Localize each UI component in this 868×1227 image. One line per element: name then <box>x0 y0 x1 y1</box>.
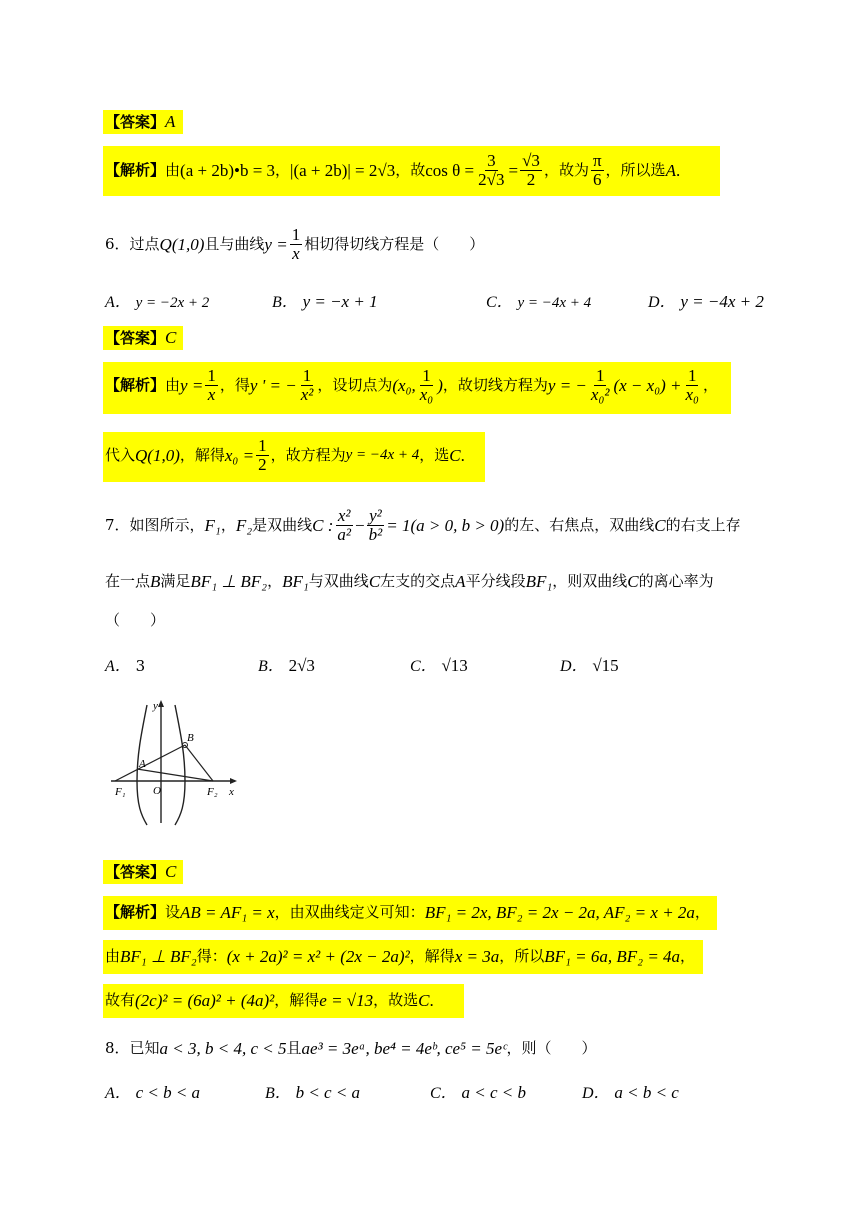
text: ，则（ ） <box>506 1039 597 1057</box>
q6-option-c[interactable] <box>486 289 591 312</box>
text: ， <box>702 376 718 395</box>
text: ， <box>694 903 710 921</box>
denominator: x₀² <box>590 384 610 404</box>
math-expr: (x₀, <box>392 376 416 396</box>
math-expr: = 1(a > 0, b > 0) <box>386 516 505 536</box>
q7-option-d[interactable] <box>560 653 619 676</box>
option-letter: C． <box>410 658 437 675</box>
text: ，故为 <box>543 161 589 180</box>
q6-option-d[interactable] <box>648 289 764 312</box>
fraction <box>367 507 385 545</box>
answer-label: 【答案】 <box>105 863 166 881</box>
math-expr: x = 3a <box>454 947 500 966</box>
hyperbola-figure <box>103 695 243 830</box>
math-expr: y = <box>180 376 204 396</box>
denominator: 6 <box>593 169 602 189</box>
text: 7．如图所示， <box>105 516 205 535</box>
numerator: 3 <box>487 151 496 170</box>
q6-option-a[interactable] <box>105 289 209 312</box>
math-expr: C <box>627 572 639 591</box>
answer-label: 【答案】 <box>105 329 166 347</box>
denominator: x <box>207 384 216 404</box>
fraction <box>335 507 353 545</box>
numerator: 1 <box>291 225 301 244</box>
math-expr: e = √13 <box>319 991 374 1010</box>
option-letter: A． <box>105 1085 131 1102</box>
math-expr: BF₁ ⊥ BF₂ <box>190 572 268 591</box>
numerator: 1 <box>302 366 312 385</box>
text: ， <box>267 572 283 590</box>
text: 与双曲线 <box>308 572 369 590</box>
q8-stem <box>105 1040 597 1057</box>
q7-option-a[interactable] <box>105 653 145 676</box>
option-text: √13 <box>441 656 468 675</box>
numerator: 1 <box>258 436 267 455</box>
math-expr: = <box>508 161 519 181</box>
numerator: y² <box>369 506 382 525</box>
numerator: x² <box>337 506 351 525</box>
q6-analysis-line-1 <box>105 367 718 405</box>
analysis-label: 【解析】 <box>105 903 166 921</box>
option-text: a < c < b <box>461 1083 526 1102</box>
math-expr: − <box>355 516 365 536</box>
option-text: b < c < a <box>295 1083 361 1102</box>
numerator: √3 <box>522 151 540 170</box>
text: . <box>675 161 681 181</box>
y-axis-arrow-icon <box>158 700 164 707</box>
text: 的右支上存 <box>665 516 741 535</box>
text: ，所以选 <box>605 161 666 180</box>
text: ， <box>275 161 291 180</box>
math-expr: B <box>150 572 161 591</box>
choice-letter: A <box>665 161 676 181</box>
text: 相切得切线方程是（ ） <box>304 235 485 254</box>
answer-label: 【答案】 <box>105 113 166 131</box>
math-expr: F₁ <box>204 516 221 536</box>
math-expr: BF₁ <box>525 572 553 591</box>
option-letter: D． <box>582 1085 610 1102</box>
fraction <box>476 152 506 190</box>
origin-label: O <box>153 785 161 797</box>
math-expr: (x + 2a)² = x² + (2x − 2a)² <box>226 947 410 966</box>
text: （ ） <box>105 611 166 629</box>
text: ，故 <box>395 161 426 180</box>
q5-analysis-line <box>105 152 680 190</box>
math-expr: y = − <box>547 376 587 396</box>
math-expr: BF₁ = 2x, BF₂ = 2x − 2a, AF₂ = x + 2a <box>424 903 695 922</box>
q5-answer-line <box>105 113 175 130</box>
denominator: 2 <box>526 169 536 189</box>
denominator: 2 <box>258 454 267 474</box>
numerator: 1 <box>422 366 431 385</box>
fraction <box>591 152 604 190</box>
text: ，故方程为 <box>270 446 346 465</box>
math-expr: x₀ = <box>224 446 255 466</box>
math-expr: a < 3, b < 4, c < 5 <box>159 1039 287 1058</box>
text: ， <box>680 947 696 965</box>
q7-analysis-line-1 <box>105 904 710 921</box>
option-text: y = −4x + 2 <box>680 292 764 311</box>
analysis-label: 【解析】 <box>105 376 166 395</box>
text: 故有 <box>105 991 136 1009</box>
option-letter: B． <box>265 1085 291 1102</box>
numerator: 1 <box>687 366 697 385</box>
math-expr: cos θ = <box>425 161 475 181</box>
option-letter: A． <box>105 658 131 675</box>
text: 8．已知 <box>105 1039 160 1057</box>
text: ，解得 <box>409 947 455 965</box>
q7-option-c[interactable] <box>410 653 468 676</box>
text: 设 <box>165 903 181 921</box>
math-expr: C <box>368 572 381 591</box>
option-letter: A． <box>105 294 131 311</box>
fraction <box>299 367 316 405</box>
segment-f1-b <box>115 745 185 781</box>
option-letter: D． <box>648 294 676 311</box>
math-expr: C <box>654 516 666 536</box>
y-axis-label: y <box>153 700 158 712</box>
math-expr: F₂ <box>235 516 253 536</box>
q6-option-b[interactable] <box>272 289 378 312</box>
text: . <box>429 991 434 1010</box>
math-expr: y = <box>264 235 288 255</box>
math-expr: y ' = − <box>249 376 297 396</box>
math-expr: (x − x₀) + <box>613 376 682 396</box>
text: 由 <box>165 161 181 180</box>
text: 由 <box>105 947 121 965</box>
option-letter: D． <box>560 658 588 675</box>
text: 是双曲线 <box>252 516 313 535</box>
math-expr: |(a + 2b)| = 2√3 <box>290 161 396 181</box>
hyperbola-right-branch <box>175 705 185 825</box>
q8-option-c[interactable] <box>430 1080 526 1103</box>
option-letter: B． <box>272 294 298 311</box>
text: 由 <box>165 376 181 395</box>
choice-letter: C <box>418 991 430 1010</box>
fraction <box>256 437 269 475</box>
q7-analysis-line-2 <box>105 948 695 965</box>
fraction <box>684 367 701 405</box>
a-label: A <box>139 758 146 770</box>
option-letter: B． <box>258 658 284 675</box>
math-expr: AB = AF₁ = x <box>180 903 275 922</box>
option-text: 2√3 <box>288 656 315 675</box>
q8-option-d[interactable] <box>582 1080 679 1103</box>
q7-stem-line-3 <box>105 613 165 628</box>
text: 在一点 <box>105 572 151 590</box>
q7-option-b[interactable] <box>258 653 315 676</box>
text: ，则双曲线 <box>552 572 628 590</box>
math-expr: (2c)² = (6a)² + (4a)² <box>135 991 275 1010</box>
choice-letter: C <box>449 446 461 466</box>
text: ，故选 <box>373 991 419 1009</box>
math-expr: Q(1,0) <box>135 446 180 466</box>
q8-option-a[interactable] <box>105 1080 200 1103</box>
q6-answer-line <box>105 329 176 346</box>
math-expr: BF₁ ⊥ BF₂ <box>120 947 197 966</box>
denominator: x <box>292 243 300 263</box>
segment-a-f2 <box>137 769 213 781</box>
denominator: b² <box>368 524 383 544</box>
text: ，所以 <box>499 947 545 965</box>
fraction <box>589 367 612 405</box>
text: 得： <box>196 947 227 965</box>
option-letter: C． <box>430 1085 457 1102</box>
f1-label: F₁ <box>115 786 126 798</box>
answer-value: C <box>165 328 177 347</box>
q7-stem-line-1 <box>105 507 741 545</box>
x-axis-arrow-icon <box>230 778 237 784</box>
option-text: y = −x + 1 <box>302 292 378 311</box>
answer-value: C <box>165 862 177 881</box>
x-axis-label: x <box>229 786 234 798</box>
q7-stem-line-2 <box>105 573 714 590</box>
text: ，解得 <box>179 446 225 465</box>
math-expr: BF₁ = 6a, BF₂ = 4a <box>544 947 681 966</box>
q6-analysis-line-2 <box>105 437 465 475</box>
math-expr: y = −4x + 4 <box>345 447 420 464</box>
math-expr: C : <box>312 516 334 536</box>
text: ，选 <box>419 446 450 465</box>
math-expr: Q(1,0) <box>159 235 205 255</box>
text: 的离心率为 <box>638 572 714 590</box>
answer-value: A <box>165 112 176 131</box>
denominator: x₀ <box>685 384 699 404</box>
text: 代入 <box>105 446 136 465</box>
math-expr: BF₁ <box>282 572 309 591</box>
math-expr: ) <box>437 376 443 396</box>
q8-option-b[interactable] <box>265 1080 360 1103</box>
fraction <box>418 367 435 405</box>
numerator: π <box>592 151 602 170</box>
option-text: √15 <box>592 656 619 675</box>
denominator: 2√3 <box>478 169 505 189</box>
option-text: c < b < a <box>135 1083 201 1102</box>
math-expr: (a + 2b)•b = 3 <box>180 161 276 181</box>
option-text: a < b < c <box>614 1083 679 1102</box>
text: ，得 <box>219 376 250 395</box>
text: 平分线段 <box>465 572 526 590</box>
fraction <box>520 152 542 190</box>
q6-stem <box>105 226 484 264</box>
fraction <box>205 367 218 405</box>
text: 6．过点 <box>105 235 160 254</box>
text: ，由双曲线定义可知： <box>274 903 425 921</box>
numerator: 1 <box>207 366 216 385</box>
text: 且 <box>286 1039 302 1057</box>
text: ，解得 <box>274 991 320 1009</box>
text: ，设切点为 <box>317 376 393 395</box>
numerator: 1 <box>595 366 605 385</box>
q7-analysis-line-3 <box>105 992 434 1009</box>
option-text: 3 <box>135 657 146 675</box>
option-letter: C． <box>486 294 513 311</box>
text: ， <box>220 516 236 535</box>
denominator: x₀ <box>419 384 434 404</box>
segment-b-f2 <box>185 745 213 781</box>
analysis-label: 【解析】 <box>105 161 166 180</box>
f2-label: F₂ <box>207 786 218 798</box>
fraction <box>290 226 303 264</box>
option-text: y = −2x + 2 <box>135 295 210 311</box>
math-expr: ae³ = 3eᵃ, be⁴ = 4eᵇ, ce⁵ = 5eᶜ <box>301 1039 507 1058</box>
q7-answer-line <box>105 863 176 880</box>
option-text: y = −4x + 4 <box>517 295 592 311</box>
text: ，故切线方程为 <box>442 376 548 395</box>
text: 且与曲线 <box>204 235 265 254</box>
text: 的左、右焦点，双曲线 <box>504 516 655 535</box>
text: 满足 <box>160 572 191 590</box>
denominator: a² <box>337 524 352 544</box>
text: . <box>460 446 465 466</box>
denominator: x² <box>300 384 314 404</box>
text: 左支的交点 <box>380 572 456 590</box>
math-expr: A <box>455 572 466 591</box>
b-label: B <box>187 732 194 744</box>
